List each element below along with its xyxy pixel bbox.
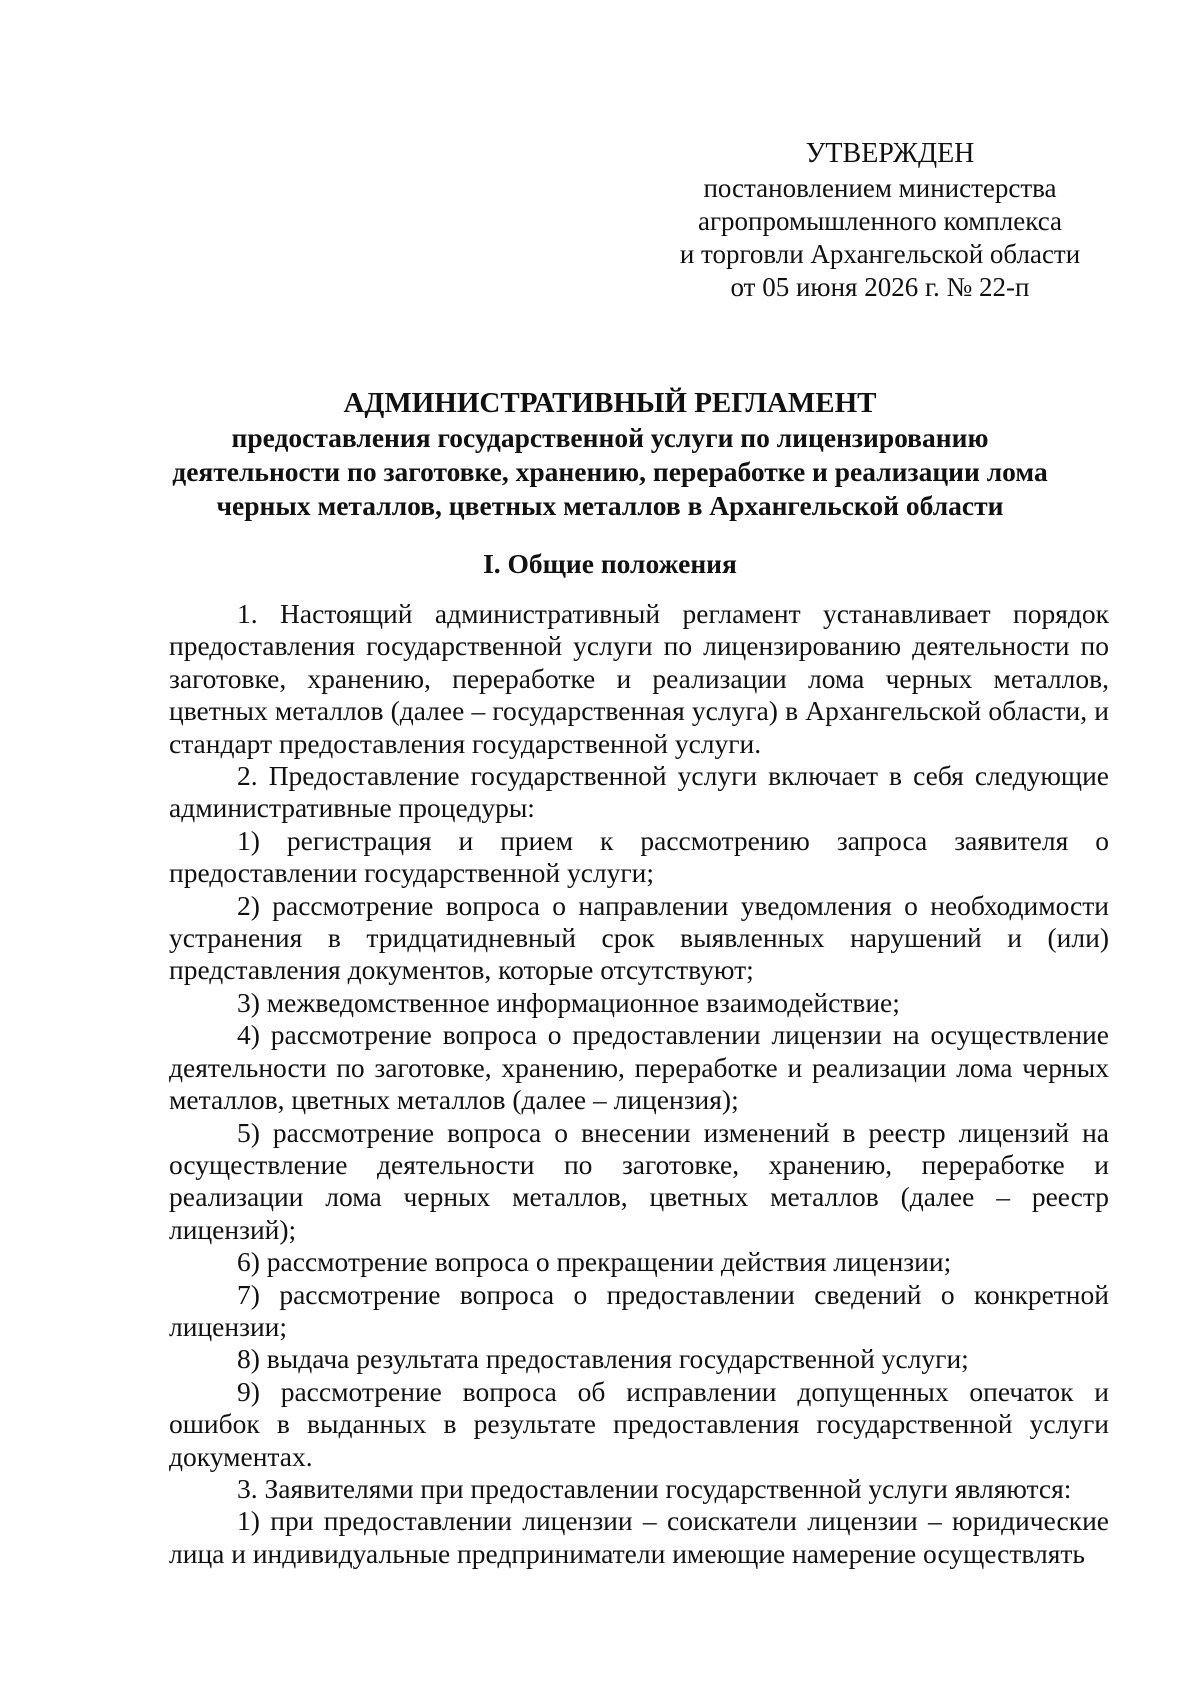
paragraph: 2) рассмотрение вопроса о направлении уведомления о необходимости устранения в тридцатидневный срок выявленных нарушений и (или) представления документов, которые отсутствуют; [169, 889, 1109, 986]
document-title-block [150, 385, 1070, 523]
approval-date-number: от 05 июня 2026 г. № 22-п [730, 272, 1030, 302]
paragraph: 6) рассмотрение вопроса о прекращении действия лицензии; [237, 1246, 952, 1278]
paragraph: 9) рассмотрение вопроса об исправлении допущенных опечаток и ошибок в выданных в результате предоставления государственной услуги документах. [169, 1375, 1109, 1472]
document-body [169, 598, 1109, 1570]
paragraph: 3) межведомственное информационное взаимодействие; [237, 986, 900, 1018]
paragraph: 3. Заявителями при предоставлении государственной услуги являются: [237, 1472, 1072, 1504]
approval-heading: УТВЕРЖДЕН [805, 138, 975, 169]
section-heading: I. Общие положения [483, 548, 737, 579]
document-title: АДМИНИСТРАТИВНЫЙ РЕГЛАМЕНТ [343, 387, 877, 419]
paragraph: 1) регистрация и прием к рассмотрению запроса заявителя о предоставлении государственной услуги; [169, 824, 1109, 889]
document-subtitle-line: черных металлов, цветных металлов в Архангельской области [216, 490, 1004, 521]
approval-stamp-block [640, 137, 1120, 304]
approval-line: постановлением министерства [703, 173, 1057, 203]
paragraph: 2. Предоставление государственной услуги включает в себя следующие административные процедуры: [169, 760, 1109, 824]
approval-line: и торговли Архангельской области [679, 239, 1081, 269]
paragraph: 5) рассмотрение вопроса о внесении изменений в реестр лицензий на осуществление деятельности по заготовке, хранению, переработке и реализации лома черных металлов, цветных металлов (далее – реестр лицензий); [169, 1116, 1109, 1245]
paragraph: 4) рассмотрение вопроса о предоставлении лицензии на осуществление деятельности по заготовке, хранению, переработке и реализации лома черных металлов, цветных металлов (далее – лицензия); [169, 1019, 1109, 1116]
document-subtitle-line: деятельности по заготовке, хранению, переработке и реализации лома [172, 456, 1048, 487]
paragraph: 1. Настоящий административный регламент устанавливает порядок предоставления государственной услуги по лицензированию деятельности по заготовке, хранению, переработке и реализации лома черных металлов, цветных металлов (далее – государственная услуга) в Архангельской области, и стандарт предоставления государственной услуги. [169, 598, 1109, 759]
paragraph: 8) выдача результата предоставления государственной услуги; [237, 1343, 969, 1375]
paragraph: 1) при предоставлении лицензии – соискатели лицензии – юридические лица и индивидуальные предприниматели имеющие намерение осуществлять [169, 1505, 1109, 1569]
paragraph: 7) рассмотрение вопроса о предоставлении сведений о конкретной лицензии; [169, 1278, 1109, 1342]
approval-line: агропромышленного комплекса [698, 206, 1062, 236]
document-subtitle-line: предоставления государственной услуги по лицензированию [231, 422, 989, 453]
